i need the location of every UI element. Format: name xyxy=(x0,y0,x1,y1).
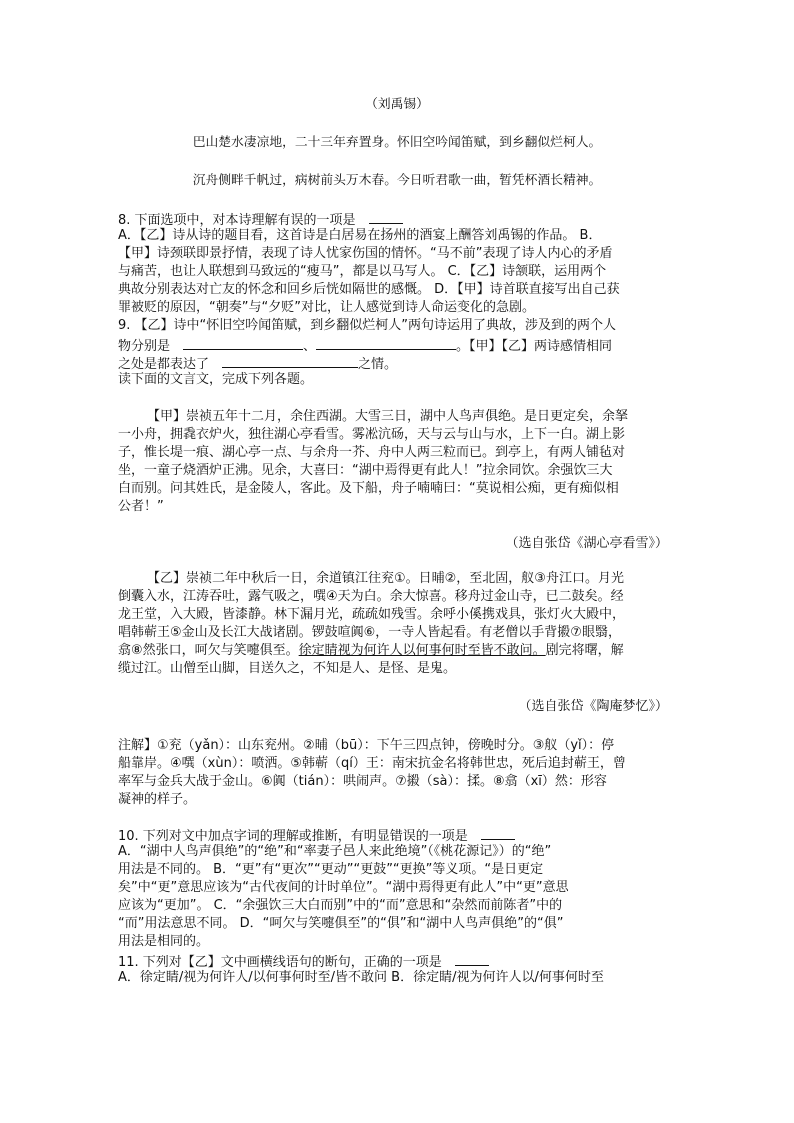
q8-line: 与痛苦，也让人联想到马致远的“瘦马”，都是以马写人。 C．【乙】诗颔联，运用两个 xyxy=(118,264,607,279)
q8-line: 罪被贬的原因，“朝奏”与“夕贬”对比，让人感觉到诗人命运变化的急剧。 xyxy=(118,300,535,315)
reading-instruction: 读下面的文言文，完成下列各题。 xyxy=(118,372,314,387)
question-10 xyxy=(118,825,569,951)
q10-stem: 10. 下列对文中加点字词的理解或推断，有明显错误的一项是 xyxy=(118,825,569,843)
passage-line: 【甲】崇祯五年十二月，余住西湖。大雪三日，湖中人鸟声俱绝。是日更定矣，余拏 xyxy=(147,409,629,424)
poem-line-1: 巴山楚水凄凉地，二十三年弃置身。怀旧空吟闻笛赋，到乡翻似烂柯人。 xyxy=(192,135,602,150)
question-9 xyxy=(118,317,616,389)
passage-line: 翕⑧然张口，呵欠与笑嚏俱至。徐定睛视为何许人以何事何时至皆不敢问。剧完将曙，解 xyxy=(118,643,624,658)
answer-blank[interactable] xyxy=(222,353,358,368)
question-8 xyxy=(118,209,620,317)
q10-line: 应该为“更加”。 C．“余强饮三大白而别”中的“而”意思和“杂然而前陈者”中的 xyxy=(118,898,563,913)
underlined-sentence: 徐定睛视为何许人以何事何时至皆不敢问。 xyxy=(298,643,546,658)
q10-line: 用法是不同的。 B．“更”有“更次”“更动”“更鼓”“更换”等义项。“是日更定 xyxy=(118,862,544,877)
note-line: 注解】①兖（yǎn）：山东兖州。②晡（bū）：下午三四点钟，傍晚时分。③舣（yǐ）：停 xyxy=(118,738,615,753)
passage-jia-cont xyxy=(118,426,625,516)
passage-jia-source: （选自张岱《湖心亭看雪》） xyxy=(505,536,668,551)
passage-yi xyxy=(147,570,624,588)
note-line: 船靠岸。④噀（xùn）：喷洒。⑤韩蕲（qí）王：南宋抗金名将韩世忠，死后追封蕲王，曾 xyxy=(118,756,626,771)
q9-line: 之处是都表达了 之情。 xyxy=(118,353,616,371)
poem-author: （刘禹锡） xyxy=(365,97,429,112)
passage-jia xyxy=(147,408,628,426)
q11-line: A．徐定睛/视为何许人/以何事何时至/皆不敢问 B．徐定睛/视为何许人以/何事何时至 xyxy=(118,970,604,985)
q10-line: A．“湖中人鸟声俱绝”的“绝”和“率妻子邑人来此绝境”（《桃花源记》）的“绝” xyxy=(118,844,552,859)
answer-blank[interactable] xyxy=(316,335,456,350)
answer-blank[interactable] xyxy=(455,951,489,966)
passage-yi-cont xyxy=(118,588,625,678)
q9-stem: 9. 【乙】诗中“怀旧空吟闻笛赋，到乡翻似烂柯人”两句诗运用了典故，涉及到的两个人 xyxy=(118,318,617,333)
annotations xyxy=(118,737,626,809)
poem-line-2: 沉舟侧畔千帆过，病树前头万木春。今日听君歌一曲，暂凭杯酒长精神。 xyxy=(192,173,602,188)
q10-line: “而”用法意思不同。 D．“呵欠与笑嚏俱至”的“俱”和“湖中人鸟声俱绝”的“俱” xyxy=(118,916,564,931)
passage-line: 龙王堂，入大殿，皆漆静。林下漏月光，疏疏如残雪。余呼小傒携戏具，张灯火大殿中， xyxy=(118,607,626,622)
passage-line: 公者！” xyxy=(118,499,164,514)
answer-blank[interactable] xyxy=(481,825,515,840)
q8-line: A．【乙】诗从诗的题目看，这首诗是白居易在扬州的酒宴上酬答刘禹锡的作品。 B． xyxy=(118,228,602,243)
question-11 xyxy=(118,951,604,987)
q10-line: 用法是相同的。 xyxy=(118,934,210,949)
q8-line: 【甲】诗颈联即景抒情，表现了诗人忧家伤国的情怀。“马不前”表现了诗人内心的矛盾 xyxy=(118,246,613,261)
q8-line: 典故分别表达对亡友的怀念和回乡后恍如隔世的感慨。 D．【甲】诗首联直接写出自己获 xyxy=(118,282,620,297)
answer-blank[interactable] xyxy=(369,209,403,224)
answer-blank[interactable] xyxy=(183,335,303,350)
q8-stem: 8. 下面选项中，对本诗理解有误的一项是 xyxy=(118,209,620,227)
note-line: 率军与金兵大战于金山。⑥阗（tián）：哄闹声。⑦摋（sà）：揉。⑧翕（xī）然：形容 xyxy=(118,774,607,789)
passage-line: 子，惟长堤一痕、湖心亭一点、与余舟一芥、舟中人两三粒而已。到亭上，有两人铺毡对 xyxy=(118,445,626,460)
passage-line: 一小舟，拥毳衣炉火，独往湖心亭看雪。雾凇沆砀，天与云与山与水，上下一白。湖上影 xyxy=(118,427,626,442)
passage-line: 【乙】崇祯二年中秋后一日，余道镇江往兖①。日晡②，至北固，舣③舟江口。月光 xyxy=(147,571,624,586)
q10-line: 矣”中“更”意思应该为“古代夜间的计时单位”。“湖中焉得更有此人”中“更”意思 xyxy=(118,880,569,895)
passage-line: 倒囊入水，江涛吞吐，露气吸之，噀④天为白。余大惊喜。移舟过金山寺，已二鼓矣。经 xyxy=(118,589,624,604)
passage-line: 白而别。问其姓氏，是金陵人，客此。及下船，舟子喃喃曰：“莫说相公痴，更有痴似相 xyxy=(118,481,619,496)
passage-line: 坐，一童子烧酒炉正沸。见余，大喜曰：“湖中焉得更有此人！”拉余同饮。余强饮三大 xyxy=(118,463,613,478)
passage-yi-source: （选自张岱《陶庵梦忆》） xyxy=(518,699,668,714)
note-line: 凝神的样子。 xyxy=(118,792,197,807)
q9-line: 物分别是 、 。【甲】【乙】两诗感情相同 xyxy=(118,335,616,353)
q11-stem: 11. 下列对【乙】文中画横线语句的断句，正确的一项是 xyxy=(118,951,604,969)
passage-line: 唱韩蕲王⑤金山及长江大战诸剧。锣鼓喧阗⑥，一寺人皆起看。有老僧以手背摋⑦眼翳， xyxy=(118,625,621,640)
passage-line: 缆过江。山僧至山脚，目送久之，不知是人、是怪、是鬼。 xyxy=(118,661,457,676)
